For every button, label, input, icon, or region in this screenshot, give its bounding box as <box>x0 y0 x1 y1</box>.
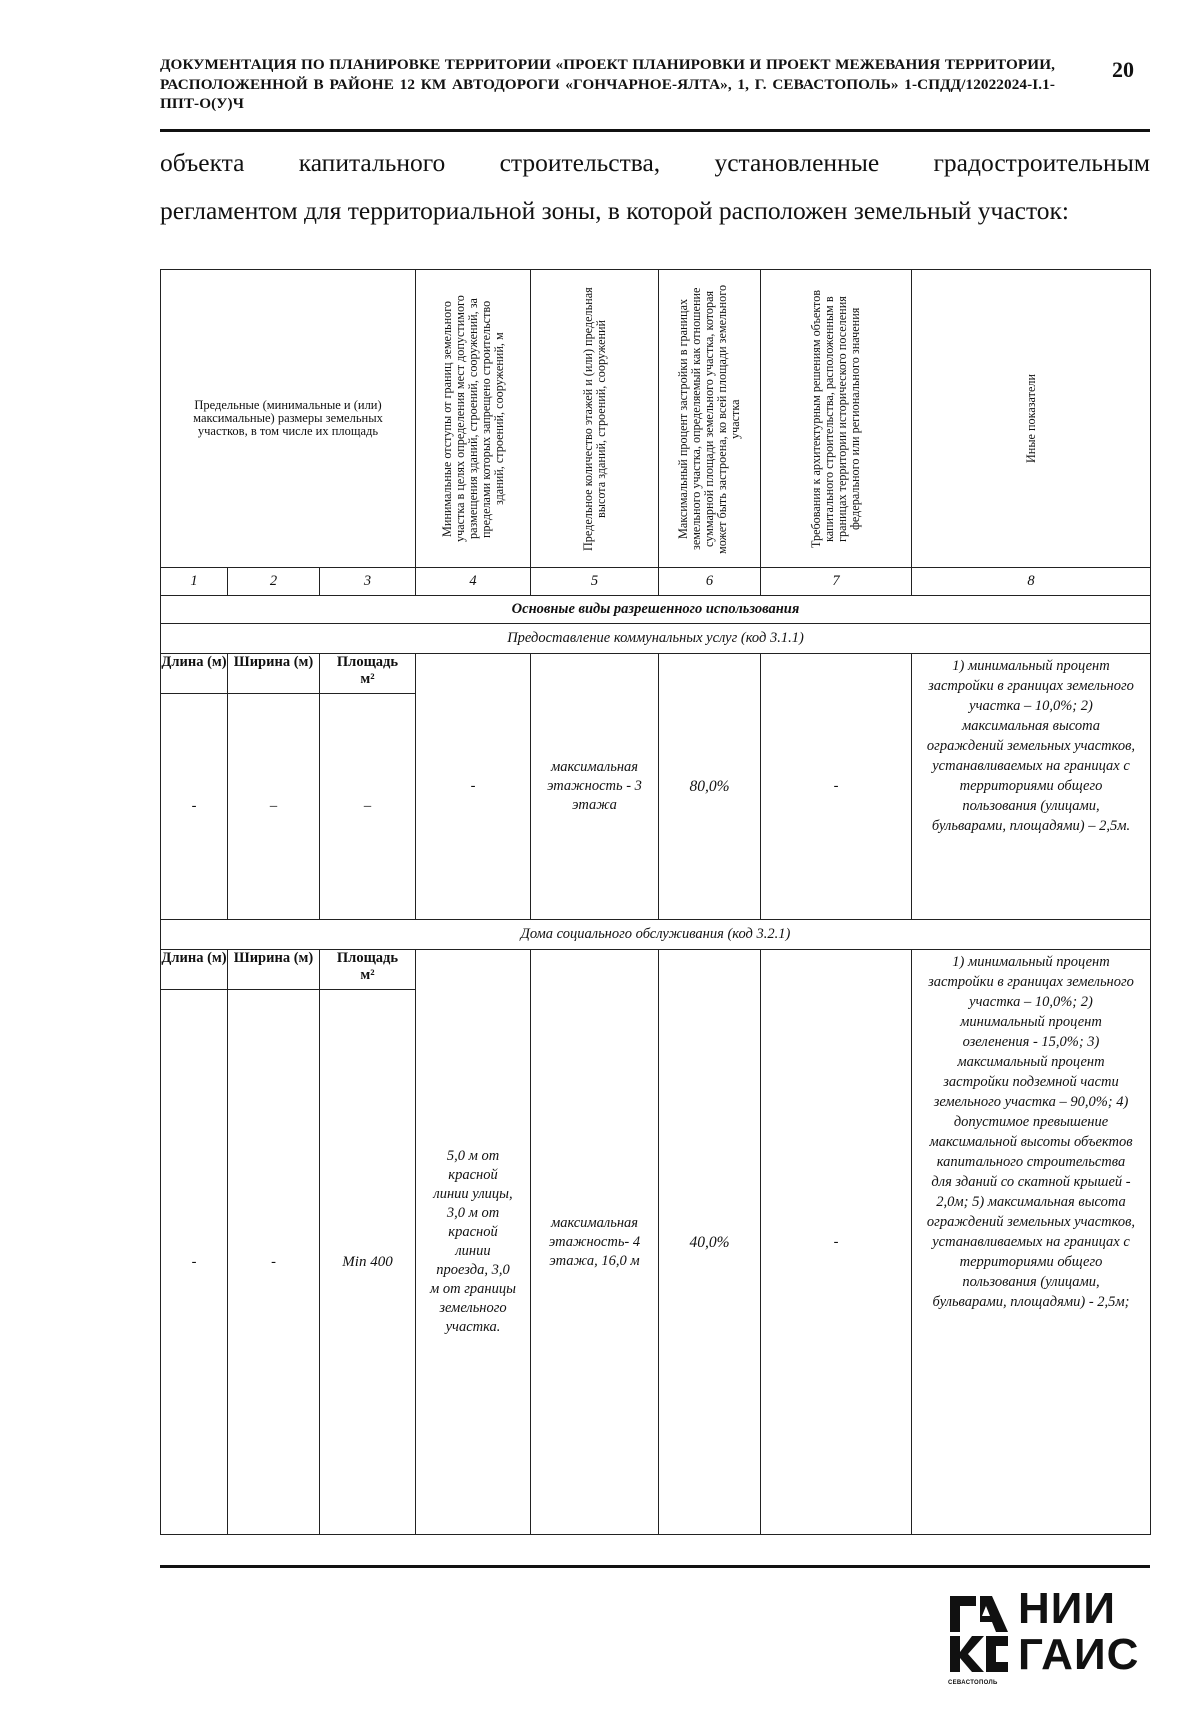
area-header: Площадь м² <box>320 654 416 694</box>
group-title: Предоставление коммунальных услуг (код 3.1.1) <box>161 624 1151 654</box>
dim-header-row <box>161 950 1151 990</box>
header-sizes: Предельные (минимальные и (или) максимальные) размеры земельных участков, в том числе их площадь <box>161 270 416 568</box>
architecture-value: - <box>761 654 912 920</box>
company-logo <box>948 1582 1138 1692</box>
architecture-value: - <box>761 950 912 1535</box>
intro-word: градостроительным <box>933 148 1150 177</box>
regulations-table <box>160 269 1151 1535</box>
header-architecture: Требования к архитектурным решениям объектов капитального строительства, расположенным в границах территории исторического поселения федерального или регионального значения <box>761 270 912 568</box>
col-num: 8 <box>912 568 1151 596</box>
page-number: 20 <box>1112 57 1134 82</box>
col-num: 5 <box>531 568 659 596</box>
header-coverage: Максимальный процент застройки в границах земельного участка, определяемый как отношение суммарной площади земельного участка, которая может быть застроена, ко всей площади земельного участка <box>659 270 761 568</box>
intro-line-2: регламентом для территориальной зоны, в которой расположен земельный участок: <box>160 196 1069 225</box>
group-title-row <box>161 920 1151 950</box>
area-value: Min 400 <box>320 990 416 1535</box>
area-value: – <box>320 694 416 920</box>
header-setbacks: Минимальные отступы от границ земельного участка в целях определения мест допустимого размещения зданий, строений, сооружений, за пределами которых запрещено строительство зданий, строений, сооружений, м <box>416 270 531 568</box>
floors-value: максимальная этажность - 3 этажа <box>531 654 659 920</box>
col-num: 3 <box>320 568 416 596</box>
width-header: Ширина (м) <box>228 654 320 694</box>
group-title: Дома социального обслуживания (код 3.2.1) <box>161 920 1151 950</box>
section-row <box>161 596 1151 624</box>
other-value: 1) минимальный процент застройки в границах земельного участка – 10,0%; 2) минимальный процент озеленения - 15,0%; 3) максимальный процент застройки подземной части земельного участка – 90,0%; 4) допустимое превышение максимальной высоты объектов капитального строительства для зданий со скатной крышей - 2,0м; 5) максимальная высота ограждений земельных участков, устанавливаемых на границах с территориями общего пользования (улицами, бульварами, площадями) - 2,5м; <box>912 950 1151 1535</box>
setbacks-value: 5,0 м от красной линии улицы, 3,0 м от красной линии проезда, 3,0 м от границы земельного участка. <box>416 950 531 1535</box>
intro-word: строительства, <box>499 148 661 177</box>
col-num: 1 <box>161 568 228 596</box>
coverage-value: 80,0% <box>659 654 761 920</box>
document-header: ДОКУМЕНТАЦИЯ ПО ПЛАНИРОВКЕ ТЕРРИТОРИИ «ПРОЕКТ ПЛАНИРОВКИ И ПРОЕКТ МЕЖЕВАНИЯ ТЕРРИТОРИИ, РАСПОЛОЖЕННОЙ В РАЙОНЕ 12 КМ АВТОДОРОГИ «ГОНЧАРНОЕ-ЯЛТА», 1, Г. СЕВАСТОПОЛЬ» 1-СПДД/12022024-I.1-ППТ-О(У)Ч <box>160 56 1055 112</box>
header-divider <box>160 129 1150 132</box>
width-header: Ширина (м) <box>228 950 320 990</box>
length-value: - <box>161 990 228 1535</box>
col-num: 4 <box>416 568 531 596</box>
area-header: Площадь м² <box>320 950 416 990</box>
dim-header-row <box>161 654 1151 694</box>
setbacks-value: - <box>416 654 531 920</box>
length-value: - <box>161 694 228 920</box>
header-other: Иные показатели <box>912 270 1151 568</box>
width-value: – <box>228 694 320 920</box>
header-floors: Предельное количество этажей и (или) предельная высота зданий, строений, сооружений <box>531 270 659 568</box>
logo-text: НИИ ГАИС <box>1018 1584 1140 1679</box>
col-num: 2 <box>228 568 320 596</box>
intro-line-1 <box>160 148 1150 178</box>
floors-value: максимальная этажность- 4 этажа, 16,0 м <box>531 950 659 1535</box>
col-num: 6 <box>659 568 761 596</box>
logo-caption: СЕВАСТОПОЛЬ <box>948 1680 998 1686</box>
width-value: - <box>228 990 320 1535</box>
coverage-value: 40,0% <box>659 950 761 1535</box>
footer-divider <box>160 1565 1150 1568</box>
length-header: Длина (м) <box>161 950 228 990</box>
group-title-row <box>161 624 1151 654</box>
column-numbers-row <box>161 568 1151 596</box>
intro-word: установленные <box>714 148 880 177</box>
section-title: Основные виды разрешенного использования <box>161 596 1151 624</box>
intro-word: объекта <box>160 148 245 177</box>
length-header: Длина (м) <box>161 654 228 694</box>
intro-word: капитального <box>298 148 446 177</box>
header-row <box>161 270 1151 568</box>
col-num: 7 <box>761 568 912 596</box>
other-value: 1) минимальный процент застройки в границах земельного участка – 10,0%; 2) максимальная высота ограждений земельных участков, устанавливаемых на границах с территориями общего пользования (улицами, бульварами, площадями) – 2,5м. <box>912 654 1151 920</box>
logo-mark-icon <box>948 1592 1010 1674</box>
